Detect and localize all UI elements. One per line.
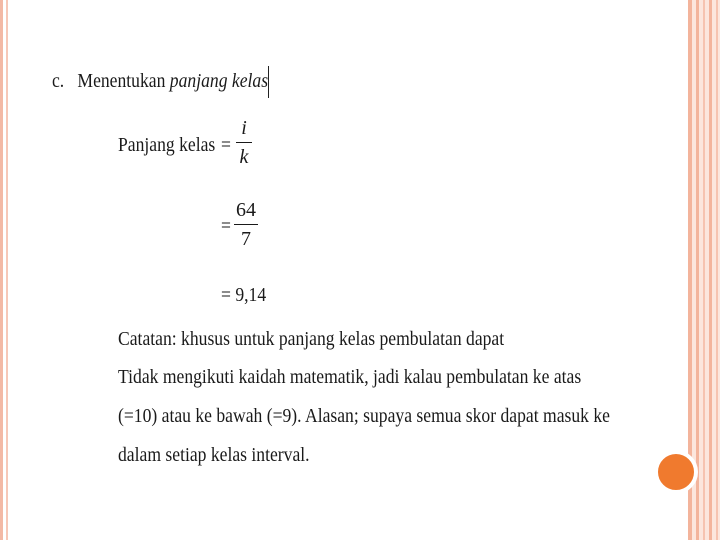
- right-border-stripe: [703, 0, 705, 540]
- note-line: Catatan: khusus untuk panjang kelas pembulatan dapat: [118, 328, 505, 350]
- fraction-denominator: k: [239, 146, 249, 168]
- left-border-stripe: [6, 0, 8, 540]
- fraction-numerator: i: [241, 117, 247, 139]
- fraction-bar: [236, 142, 252, 143]
- section-heading: [52, 70, 268, 93]
- fraction-64-over-7: [234, 199, 258, 250]
- equals-sign: =: [221, 215, 231, 237]
- right-border-stripe: [696, 0, 699, 540]
- left-border-stripe: [0, 0, 3, 540]
- heading-text: Menentukan: [77, 70, 166, 92]
- orange-circle-decoration: [654, 450, 698, 494]
- fraction-bar: [234, 224, 258, 225]
- fraction-numerator: 64: [236, 199, 256, 221]
- note-line: dalam setiap kelas interval.: [118, 444, 310, 466]
- text-cursor: [268, 66, 269, 98]
- right-border-stripe: [709, 0, 712, 540]
- formula-label: Panjang kelas: [118, 134, 216, 156]
- heading-marker: c.: [52, 70, 65, 92]
- fraction-i-over-k: [236, 117, 252, 168]
- right-border-stripe: [716, 0, 718, 540]
- note-line: Tidak mengikuti kaidah matematik, jadi kalau pembulatan ke atas: [118, 366, 582, 388]
- heading-emphasis: panjang kelas: [169, 70, 269, 92]
- note-line: (=10) atau ke bawah (=9). Alasan; supaya semua skor dapat masuk ke: [118, 405, 610, 427]
- fraction-denominator: 7: [241, 228, 251, 250]
- formula-result: = 9,14: [221, 284, 267, 306]
- slide-left-border: [0, 0, 10, 540]
- equals-sign: =: [221, 134, 231, 156]
